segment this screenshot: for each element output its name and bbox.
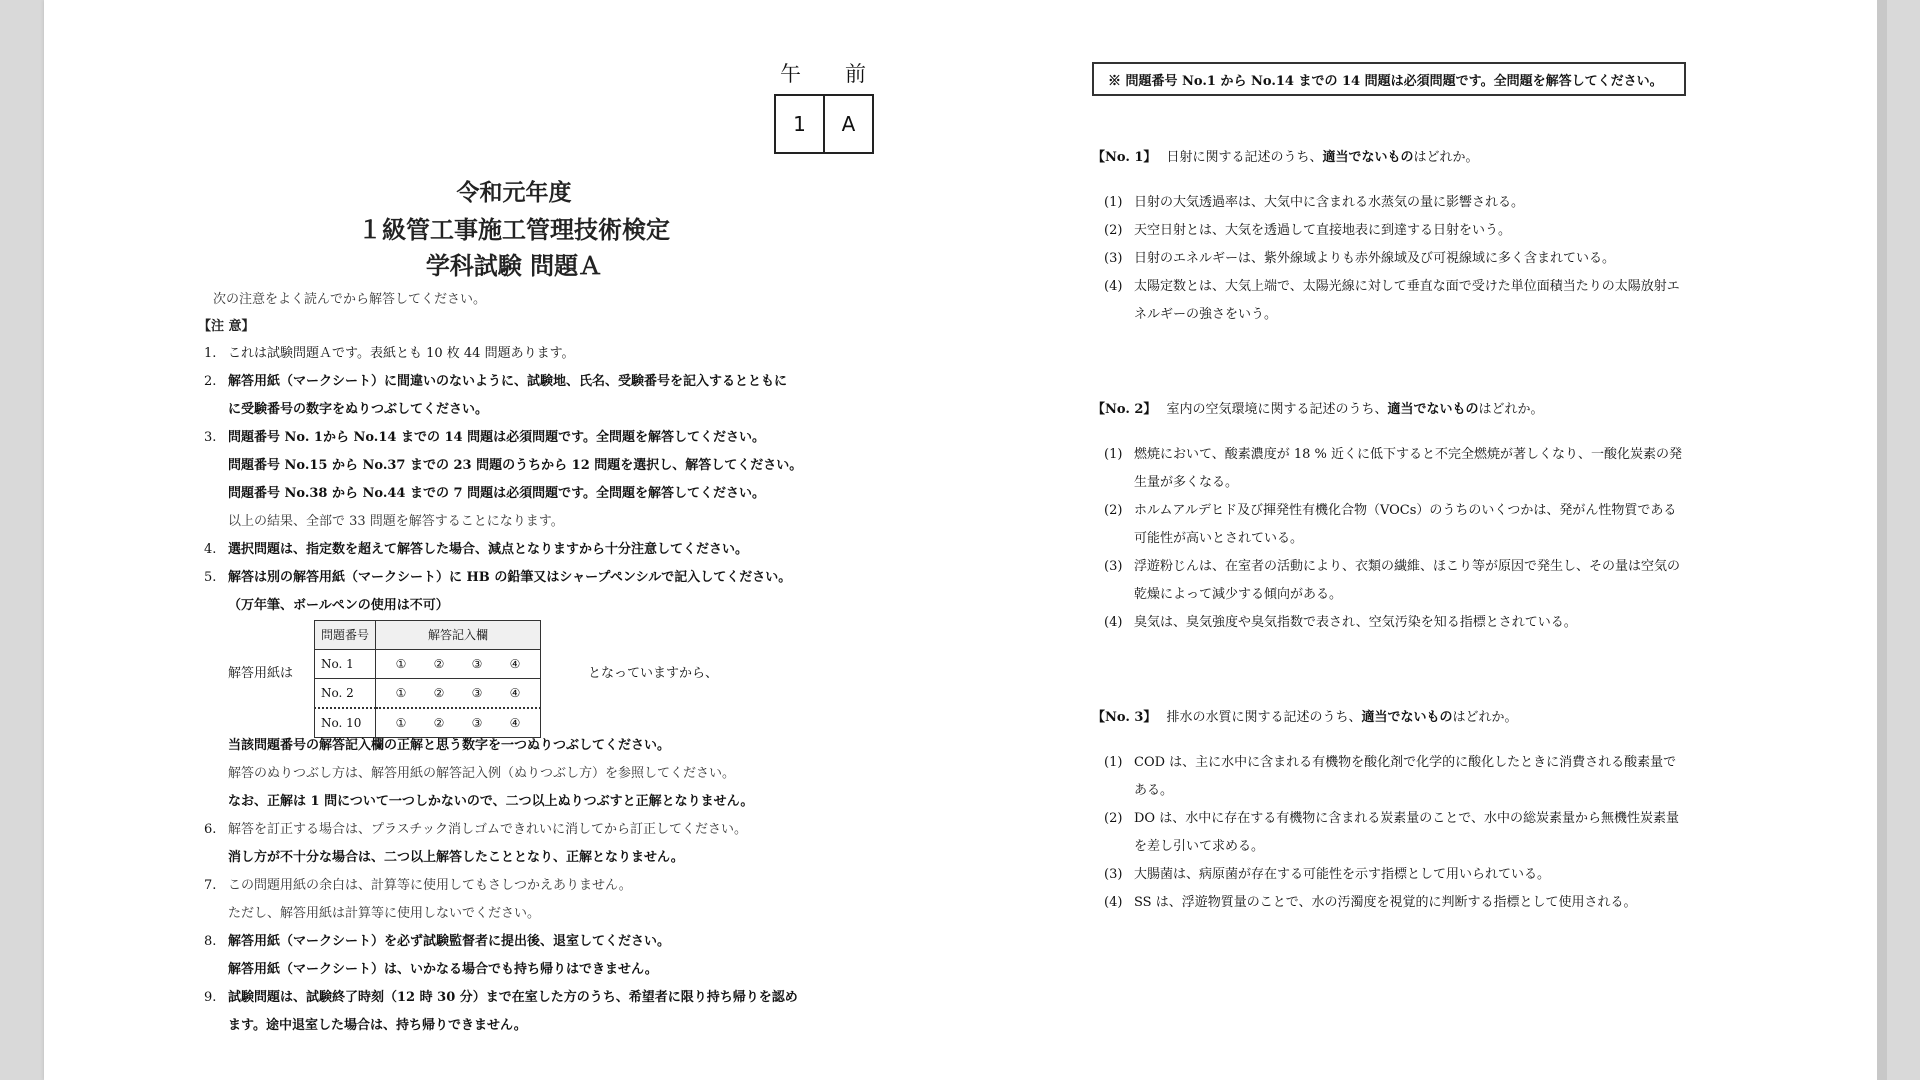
option-item bbox=[1092, 609, 1732, 637]
question-number: 【No. 2】 bbox=[1092, 402, 1157, 417]
row-number: No. 10 bbox=[315, 708, 376, 738]
option-item bbox=[1092, 273, 1732, 329]
session-marker bbox=[774, 58, 874, 154]
option-item bbox=[1092, 861, 1732, 889]
option-number: (4) bbox=[1104, 279, 1123, 294]
exam-paper bbox=[44, 0, 1877, 1080]
option-line: ホルムアルデヒド及び揮発性有機化合物（VOCs）のうちのいくつかは、発がん性物質である bbox=[1134, 503, 1677, 518]
question-emphasis: 適当でないもの bbox=[1361, 710, 1453, 725]
note-item bbox=[204, 368, 844, 424]
mark-option: ④ bbox=[509, 686, 521, 700]
option-number: (2) bbox=[1104, 811, 1123, 826]
option-number: (4) bbox=[1104, 615, 1123, 630]
question-1 bbox=[1092, 146, 1732, 329]
mark-option: ④ bbox=[509, 716, 521, 730]
note-line: ます。途中退室した場合は、持ち帰りできません。 bbox=[228, 1018, 527, 1033]
mark-option: ③ bbox=[471, 657, 483, 671]
note-line: 当該問題番号の解答記入欄の正解と思う数字を一つぬりつぶしてください。 bbox=[228, 738, 671, 753]
row-marks bbox=[376, 679, 541, 709]
option-item bbox=[1092, 889, 1732, 917]
option-line: 臭気は、臭気強度や臭気指数で表され、空気汚染を知る指標とされている。 bbox=[1134, 615, 1577, 630]
note-line: に受験番号の数字をぬりつぶしてください。 bbox=[228, 402, 489, 417]
note-line: 問題番号 No. 1から No.14 までの 14 問題は必須問題です。全問題を解答してください。 bbox=[228, 430, 766, 445]
option-item bbox=[1092, 553, 1732, 609]
answer-sheet-example bbox=[228, 620, 844, 732]
row-marks bbox=[376, 650, 541, 679]
note-item bbox=[204, 564, 844, 620]
mandatory-notice: ※ 問題番号 No.1 から No.14 までの 14 問題は必須問題です。全問題を解答してください。 bbox=[1092, 62, 1686, 96]
session-label-char: 午 bbox=[780, 62, 803, 86]
option-item bbox=[1092, 245, 1732, 273]
note-continuation bbox=[204, 732, 844, 816]
mark-option: ② bbox=[433, 657, 445, 671]
note-item bbox=[204, 928, 844, 984]
row-number: No. 1 bbox=[315, 650, 376, 679]
table-header-cell: 問題番号 bbox=[315, 621, 376, 650]
question-heading bbox=[1092, 706, 1732, 725]
option-line: 日射の大気透過率は、大気中に含まれる水蒸気の量に影響される。 bbox=[1134, 195, 1525, 210]
option-line: 太陽定数とは、大気上端で、太陽光線に対して垂直な面で受けた単位面積当たりの太陽放射エ bbox=[1134, 279, 1680, 294]
question-emphasis: 適当でないもの bbox=[1387, 402, 1479, 417]
note-line: 選択問題は、指定数を超えて解答した場合、減点となりますから十分注意してください。 bbox=[228, 542, 749, 557]
option-number: (1) bbox=[1104, 195, 1123, 210]
note-number: 1. bbox=[204, 346, 217, 361]
note-line: ただし、解答用紙は計算等に使用しないでください。 bbox=[228, 906, 541, 921]
answer-sheet-label: 解答用紙は bbox=[228, 666, 294, 681]
option-line: ある。 bbox=[1134, 783, 1174, 798]
question-3 bbox=[1092, 706, 1732, 917]
note-line: なお、正解は 1 問について一つしかないので、二つ以上ぬりつぶすと正解となりません。 bbox=[228, 794, 754, 809]
option-line: 天空日射とは、大気を透過して直接地表に到達する日射をいう。 bbox=[1134, 223, 1512, 238]
intro-text: 次の注意をよく読んでから解答してください。 bbox=[213, 292, 487, 307]
note-number: 4. bbox=[204, 542, 217, 557]
question-text: 日射に関する記述のうち、 bbox=[1166, 150, 1323, 165]
row-number: No. 2 bbox=[315, 679, 376, 709]
answer-sheet-suffix: となっていますから、 bbox=[588, 666, 719, 681]
option-item bbox=[1092, 441, 1732, 497]
question-2 bbox=[1092, 398, 1732, 637]
table-row bbox=[315, 650, 541, 679]
page-edge bbox=[1877, 0, 1887, 1080]
note-item bbox=[204, 536, 844, 564]
note-line: 以上の結果、全部で 33 問題を解答することになります。 bbox=[228, 514, 564, 529]
option-number: (2) bbox=[1104, 223, 1123, 238]
option-number: (4) bbox=[1104, 895, 1123, 910]
option-line: 乾燥によって減少する傾向がある。 bbox=[1134, 587, 1343, 602]
option-item bbox=[1092, 189, 1732, 217]
option-number: (3) bbox=[1104, 251, 1123, 266]
question-heading bbox=[1092, 146, 1732, 165]
mark-option: ② bbox=[433, 716, 445, 730]
note-line: 問題番号 No.15 から No.37 までの 23 問題のうちから 12 問題を選択し、解答してください。 bbox=[228, 458, 803, 473]
answer-sheet-table bbox=[314, 620, 541, 738]
note-line: 解答用紙（マークシート）は、いかなる場合でも持ち帰りはできません。 bbox=[228, 962, 658, 977]
option-line: COD は、主に水中に含まれる有機物を酸化剤で化学的に酸化したときに消費される酸素量で bbox=[1134, 755, 1677, 770]
note-line: 問題番号 No.38 から No.44 までの 7 問題は必須問題です。全問題を解答してください。 bbox=[228, 486, 766, 501]
mark-option: ① bbox=[395, 657, 407, 671]
note-item bbox=[204, 872, 844, 928]
note-line: 解答を訂正する場合は、プラスチック消しゴムできれいに消してから訂正してください。 bbox=[228, 822, 747, 837]
exam-title-name: １級管工事施工管理技術検定 bbox=[358, 216, 670, 244]
mark-option: ③ bbox=[471, 686, 483, 700]
mark-option: ③ bbox=[471, 716, 483, 730]
option-line: ネルギーの強さをいう。 bbox=[1134, 307, 1278, 322]
note-item bbox=[204, 984, 844, 1040]
option-number: (2) bbox=[1104, 503, 1123, 518]
note-number: 3. bbox=[204, 430, 217, 445]
note-number: 6. bbox=[204, 822, 217, 837]
question-emphasis: 適当でないもの bbox=[1322, 150, 1414, 165]
option-list bbox=[1092, 441, 1732, 637]
note-item bbox=[204, 816, 844, 872]
option-line: 生量が多くなる。 bbox=[1134, 475, 1239, 490]
note-line: 解答は別の解答用紙（マークシート）に HB の鉛筆又はシャープペンシルで記入してください。 bbox=[228, 570, 792, 585]
mark-option: ① bbox=[395, 686, 407, 700]
exam-title-year: 令和元年度 bbox=[456, 180, 572, 206]
table-header-row bbox=[315, 621, 541, 650]
question-tail: はどれか。 bbox=[1452, 710, 1518, 725]
table-header-cell: 解答記入欄 bbox=[376, 621, 541, 650]
option-number: (3) bbox=[1104, 867, 1123, 882]
option-line: 大腸菌は、病原菌が存在する可能性を示す指標として用いられている。 bbox=[1134, 867, 1551, 882]
session-box bbox=[774, 94, 874, 154]
note-line: 試験問題は、試験終了時刻（12 時 30 分）まで在室した方のうち、希望者に限り持ち帰りを認め bbox=[228, 990, 798, 1005]
note-item bbox=[204, 340, 844, 368]
table-row bbox=[315, 679, 541, 709]
question-number: 【No. 3】 bbox=[1092, 710, 1157, 725]
question-number: 【No. 1】 bbox=[1092, 150, 1157, 165]
session-number: 1 bbox=[793, 112, 806, 136]
question-tail: はどれか。 bbox=[1413, 150, 1479, 165]
session-label bbox=[774, 58, 874, 88]
option-line: 燃焼において、酸素濃度が 18 % 近くに低下すると不完全燃焼が著しくなり、一酸化炭素の発 bbox=[1134, 447, 1683, 462]
option-item bbox=[1092, 217, 1732, 245]
mark-option: ① bbox=[395, 716, 407, 730]
notes-list bbox=[204, 340, 844, 1040]
note-line: 解答のぬりつぶし方は、解答用紙の解答記入例（ぬりつぶし方）を参照してください。 bbox=[228, 766, 736, 781]
note-line: （万年筆、ボールペンの使用は不可） bbox=[228, 598, 449, 613]
note-number: 7. bbox=[204, 878, 217, 893]
exam-title-section: 学科試験 問題Ａ bbox=[425, 252, 603, 280]
note-line: 消し方が不十分な場合は、二つ以上解答したこととなり、正解となりません。 bbox=[228, 850, 684, 865]
note-line: 解答用紙（マークシート）を必ず試験監督者に提出後、退室してください。 bbox=[228, 934, 671, 949]
option-line: DO は、水中に存在する有機物に含まれる炭素量のことで、水中の総炭素量から無機性炭素量 bbox=[1134, 811, 1679, 826]
option-list bbox=[1092, 749, 1732, 917]
option-number: (3) bbox=[1104, 559, 1123, 574]
note-line: この問題用紙の余白は、計算等に使用してもさしつかえありません。 bbox=[228, 878, 632, 893]
note-line: 解答用紙（マークシート）に間違いのないように、試験地、氏名、受験番号を記入するとともに bbox=[228, 374, 788, 389]
note-number: 5. bbox=[204, 570, 217, 585]
option-item bbox=[1092, 805, 1732, 861]
session-letter: A bbox=[823, 96, 872, 152]
question-text: 室内の空気環境に関する記述のうち、 bbox=[1166, 402, 1388, 417]
option-number: (1) bbox=[1104, 447, 1123, 462]
question-tail: はどれか。 bbox=[1478, 402, 1544, 417]
option-item bbox=[1092, 749, 1732, 805]
option-item bbox=[1092, 497, 1732, 553]
option-number: (1) bbox=[1104, 755, 1123, 770]
note-number: 2. bbox=[204, 374, 217, 389]
option-line: 可能性が高いとされている。 bbox=[1134, 531, 1304, 546]
option-line: 浮遊粉じんは、在室者の活動により、衣類の繊維、ほこり等が原因で発生し、その量は空気の bbox=[1134, 559, 1681, 574]
option-line: SS は、浮遊物質量のことで、水の汚濁度を視覚的に判断する指標として使用される。 bbox=[1134, 895, 1637, 910]
question-heading bbox=[1092, 398, 1732, 417]
option-line: を差し引いて求める。 bbox=[1134, 839, 1265, 854]
notes-heading: 【注 意】 bbox=[198, 319, 255, 334]
mark-option: ④ bbox=[509, 657, 521, 671]
note-number: 8. bbox=[204, 934, 217, 949]
option-line: 日射のエネルギーは、紫外線域よりも赤外線域及び可視線域に多く含まれている。 bbox=[1134, 251, 1616, 266]
note-item bbox=[204, 424, 844, 536]
mark-option: ② bbox=[433, 686, 445, 700]
session-label-char: 前 bbox=[845, 62, 868, 86]
note-line: これは試験問題Ａです。表紙とも 10 枚 44 問題あります。 bbox=[228, 346, 575, 361]
question-text: 排水の水質に関する記述のうち、 bbox=[1166, 710, 1362, 725]
note-number: 9. bbox=[204, 990, 217, 1005]
option-list bbox=[1092, 189, 1732, 329]
